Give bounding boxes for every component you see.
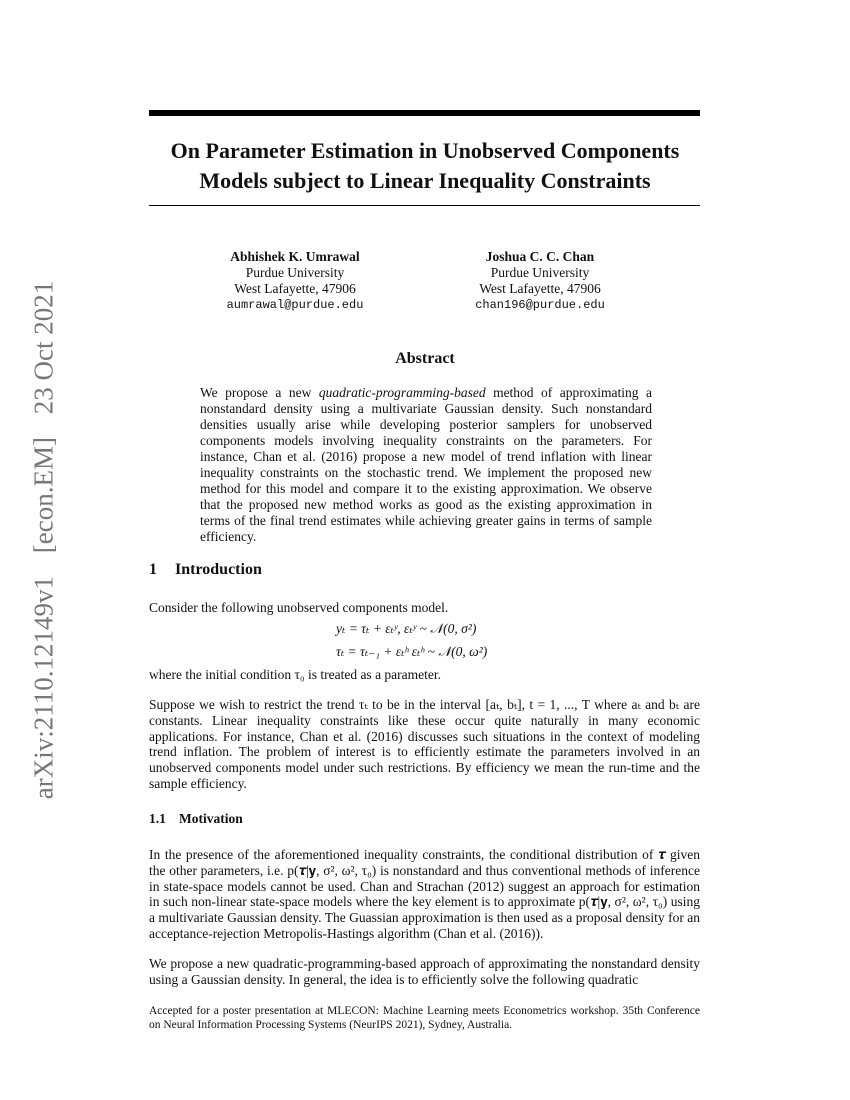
subsection-title: Motivation [179,811,243,826]
title-line-2: Models subject to Linear Inequality Constraints [199,168,651,193]
author-affiliation: Purdue University [490,265,590,280]
equation-2: τₜ = τₜ₋₁ + εₜʰ εₜʰ ~ 𝒩(0, ω²) [336,644,488,659]
author-name: Abhishek K. Umrawal [230,249,360,264]
paper-title [120,136,730,196]
section-heading-introduction [149,561,262,579]
intro-paragraph-2: Suppose we wish to restrict the trend τₜ to be in the interval [aₜ, bₜ], t = 1, ..., T where aₜ and bₜ are constants. Linear inequality constraints like these occur quite naturally in many economic applications. For instance, Chan et al. (2016) discusses such situations in the context of modeling trend inflation. The problem of interest is to efficiently estimate the parameters involved in an unobserved components model under such restrictions. By efficiency we mean the run-time and the sample efficiency. [149,697,700,791]
author-1 [210,249,380,313]
author-location: West Lafayette, 47906 [479,281,601,296]
title-line-1: On Parameter Estimation in Unobserved Components [170,138,680,163]
abstract-body [200,385,652,545]
footnote: Accepted for a poster presentation at MLECON: Machine Learning meets Econometrics workshop. 35th Conference on Neural Information Processing Systems (NeurIPS 2021), Sydney, Australia. [149,1005,700,1031]
subsection-heading-motivation [149,811,243,827]
section-number: 1 [149,561,157,578]
equation-1: yₜ = τₜ + εₜʸ, εₜʸ ~ 𝒩(0, σ²) [336,621,477,636]
author-location: West Lafayette, 47906 [234,281,356,296]
author-email: aumrawal@purdue.edu [226,298,364,312]
motivation-paragraph-1: In the presence of the aforementioned inequality constraints, the conditional distribution of 𝝉 given the other parameters, i.e. p(𝝉|𝐲, σ², ω², τ₀) is nonstandard and thus conventional methods of inference in state-space models cannot be used. Chan and Strachan (2012) suggest an approach for estimation in such non-linear state-space models where the key element is to approximate p(𝝉|𝐲, σ², ω², τ₀) using a multivariate Gaussian density. The Guassian approximation is then used as a proposal density for an acceptance-rejection Metropolis-Hastings algorithm (Chan et al. (2016)). [149,847,700,941]
arxiv-stamp [29,273,60,807]
abstract-text-rest: method of approximating a nonstandard density using a multivariate Gaussian density. Such nonstandard densities usually arise while developing posterior samplers for unobserved components models involving inequality constraints on the parameters. For instance, Chan et al. (2016) propose a new model of trend inflation with linear inequality constraints on the stochastic trend. We implement the proposed new method for this model and compare it to the existing approximation. We observe that the proposed new method works as good as the existing approximation in terms of the final trend estimates while achieving greater gains in terms of sample efficiency. [200,385,652,544]
author-affiliation: Purdue University [245,265,345,280]
author-name: Joshua C. C. Chan [485,249,595,264]
after-equation-text: where the initial condition τ₀ is treated as a parameter. [149,667,442,682]
intro-sentence: Consider the following unobserved components model. [149,600,449,615]
title-rule [149,205,700,206]
arxiv-date: 23 Oct 2021 [28,280,59,415]
arxiv-category: [econ.EM] [28,437,59,554]
author-email: chan196@purdue.edu [475,298,605,312]
top-rule [149,110,700,116]
motivation-paragraph-2: We propose a new quadratic-programming-based approach of approximating the nonstandard density using a Gaussian density. In general, the idea is to efficiently solve the following quadratic [149,956,700,987]
arxiv-id: arXiv:2110.12149v1 [28,575,59,800]
section-title: Introduction [175,561,262,578]
author-2 [455,249,625,313]
abstract-heading: Abstract [395,350,455,367]
abstract-text-start: We propose a new [200,385,319,400]
subsection-number: 1.1 [149,811,166,826]
abstract-italic: quadratic-programming-based [318,385,486,400]
